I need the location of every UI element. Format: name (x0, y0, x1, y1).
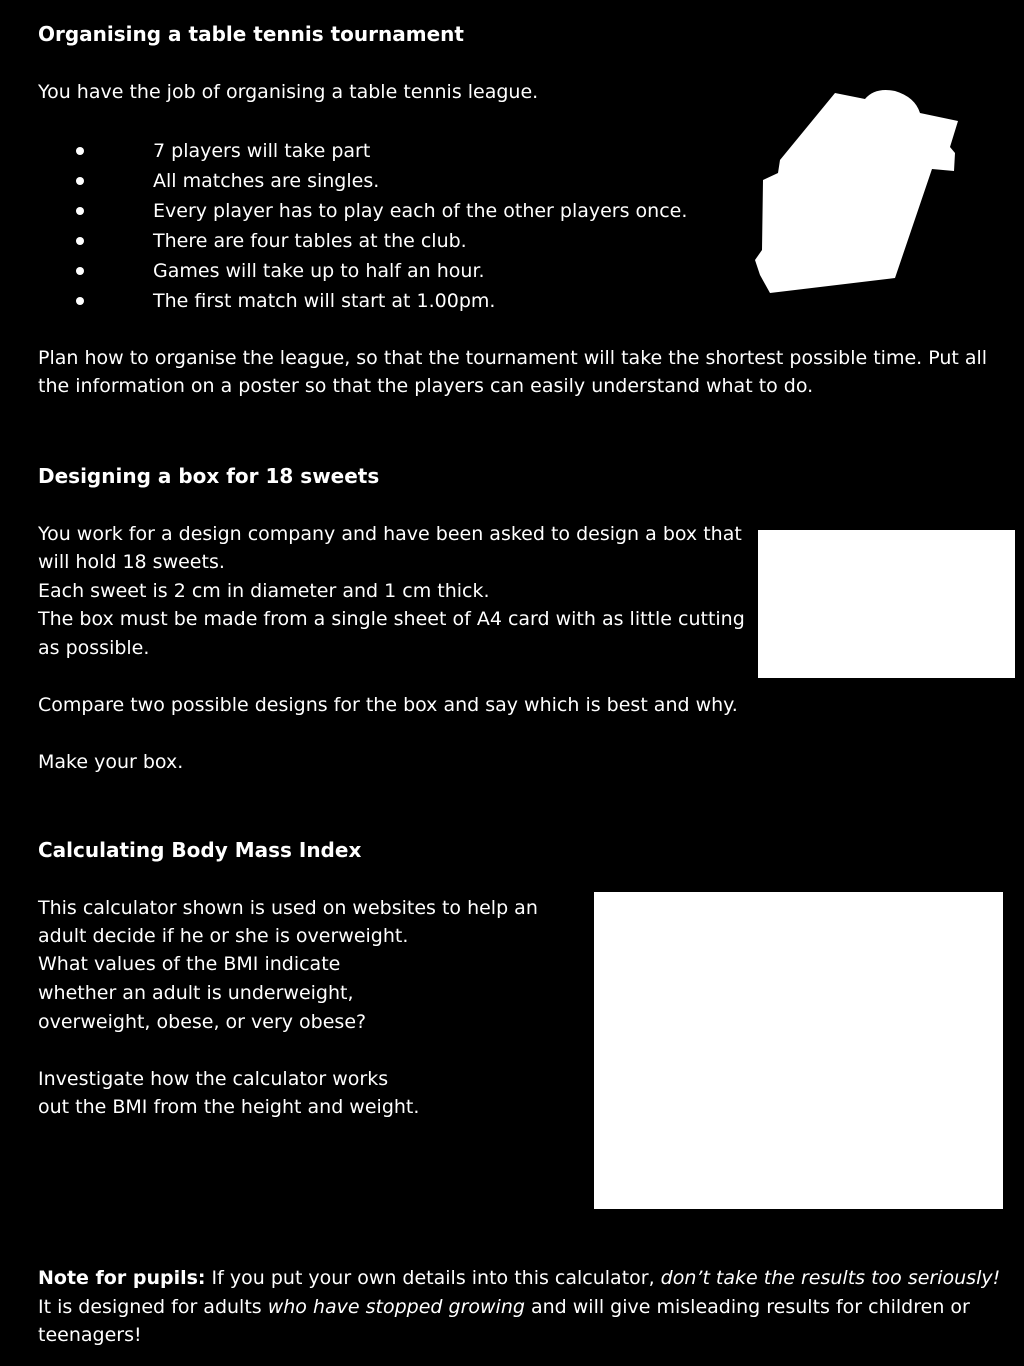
note-emphasis-1: don’t take the results too seriously! (660, 1267, 1001, 1289)
bmi-line-2: adult decide if he or she is overweight. (38, 925, 409, 947)
list-item: 7 players will take part (76, 136, 687, 166)
bmi-line-5: overweight, obese, or very obese? (38, 1011, 367, 1033)
bmi-line-3: What values of the BMI indicate (38, 953, 341, 975)
bmi-calculator-image (594, 892, 1003, 1209)
list-item: All matches are singles. (76, 166, 687, 196)
table-tennis-task-line-1: Plan how to organise the league, so that the tournament will take the shortest possible time. Put all (38, 347, 988, 369)
table-tennis-bullet-list (76, 136, 687, 316)
table-tennis-task-line-2: the information on a poster so that the players can easily understand what to do. (38, 375, 814, 397)
table-tennis-intro: You have the job of organising a table tennis league. (38, 81, 539, 103)
sweet-box-line-1: You work for a design company and have been asked to design a box that (38, 523, 742, 545)
note-for-pupils: Note for pupils: If you put your own details into this calculator, don’t take the results too seriously! It is designed for adults who have stopped growing and will give misleading results for children or teenagers! (38, 1267, 1001, 1346)
bmi-investigate-line-1: Investigate how the calculator works (38, 1068, 389, 1090)
bullet-icon (76, 237, 84, 245)
list-item: Games will take up to half an hour. (76, 256, 687, 286)
sweet-box-image (758, 530, 1015, 678)
sweet-box-line-5: as possible. (38, 637, 150, 659)
sweet-box-line-3: Each sweet is 2 cm in diameter and 1 cm thick. (38, 580, 490, 602)
heading-sweet-box: Designing a box for 18 sweets (38, 464, 380, 488)
bullet-icon (76, 297, 84, 305)
list-item: Every player has to play each of the other players once. (76, 196, 687, 226)
bullet-icon (76, 207, 84, 215)
list-item: There are four tables at the club. (76, 226, 687, 256)
bullet-icon (76, 177, 84, 185)
sweet-box-compare: Compare two possible designs for the box and say which is best and why. (38, 694, 738, 716)
bullet-icon (76, 267, 84, 275)
sweet-box-make: Make your box. (38, 751, 184, 773)
heading-table-tennis: Organising a table tennis tournament (38, 22, 464, 46)
sweet-box-line-2: will hold 18 sweets. (38, 551, 225, 573)
bmi-line-1: This calculator shown is used on websites to help an (38, 897, 538, 919)
heading-bmi: Calculating Body Mass Index (38, 838, 362, 862)
bullet-icon (76, 147, 84, 155)
list-item: The first match will start at 1.00pm. (76, 286, 687, 316)
note-label: Note for pupils: (38, 1267, 206, 1289)
note-emphasis-2: who have stopped growing (267, 1295, 525, 1318)
bmi-investigate-line-2: out the BMI from the height and weight. (38, 1096, 420, 1118)
table-tennis-silhouette (755, 90, 958, 293)
sweet-box-line-4: The box must be made from a single sheet of A4 card with as little cutting (38, 608, 745, 630)
table-tennis-image (750, 85, 965, 300)
bmi-line-4: whether an adult is underweight, (38, 982, 354, 1004)
